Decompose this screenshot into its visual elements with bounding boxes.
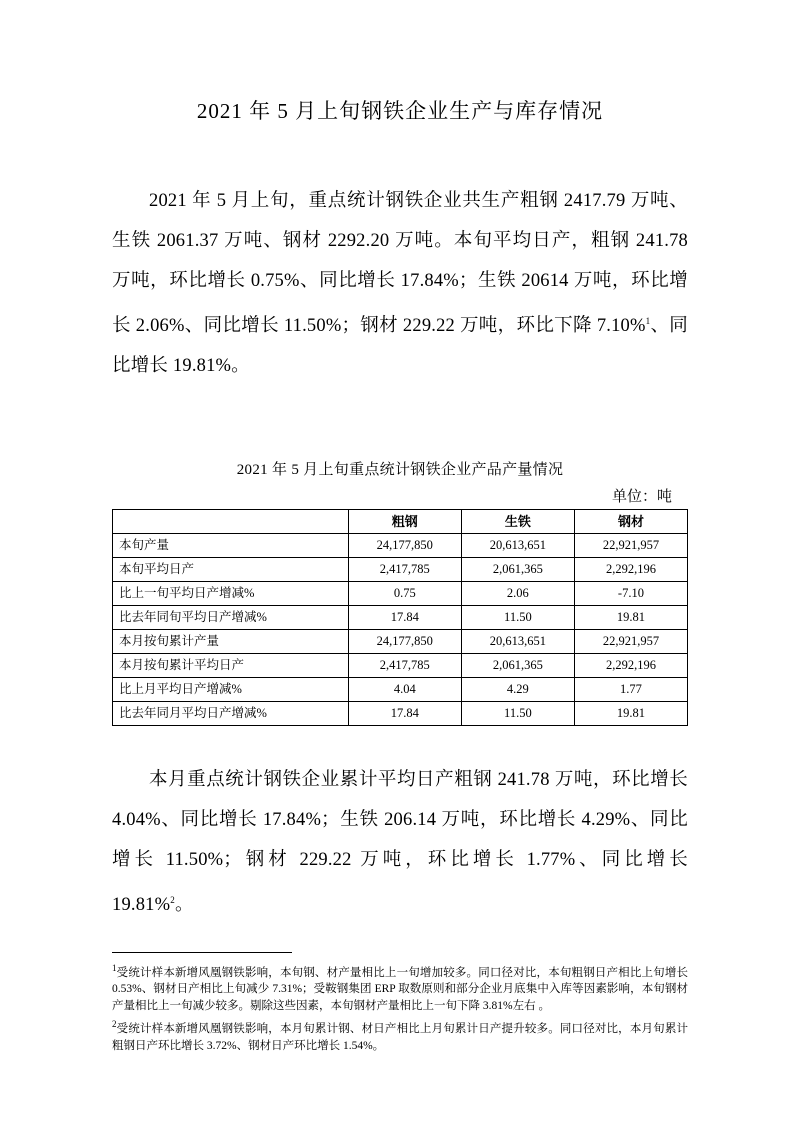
cell-value: 0.75 <box>348 582 461 606</box>
cell-value: 22,921,957 <box>574 630 687 654</box>
cell-value: 19.81 <box>574 702 687 726</box>
cell-value: 24,177,850 <box>348 534 461 558</box>
cell-value: 19.81 <box>574 606 687 630</box>
footnote-ref-2: 2 <box>170 895 175 906</box>
cell-value: 2,061,365 <box>461 654 574 678</box>
cell-value: 2,292,196 <box>574 654 687 678</box>
table-row <box>113 678 688 702</box>
cell-value: 24,177,850 <box>348 630 461 654</box>
cell-value: 2,292,196 <box>574 558 687 582</box>
table-col-crude-steel: 粗钢 <box>348 510 461 534</box>
cell-value: 11.50 <box>461 702 574 726</box>
cell-value: 22,921,957 <box>574 534 687 558</box>
cell-value: 11.50 <box>461 606 574 630</box>
table-row <box>113 654 688 678</box>
footnote-2-text: 受统计样本新增风凰钢铁影响，本月旬累计钢、材日产相比上月旬累计日产提升较多。同口径对比，本月旬累计粗钢日产环比增长 3.72%、钢材日产环比增长 1.54%。 <box>112 1023 688 1052</box>
table-header-row <box>113 510 688 534</box>
table-col-steel-products: 钢材 <box>574 510 687 534</box>
table-caption: 2021 年 5 月上旬重点统计钢铁企业产品产量情况 <box>236 462 564 479</box>
row-label: 比去年同月平均日产增减% <box>113 702 349 726</box>
paragraph-production-summary <box>112 181 688 386</box>
cell-value: 20,613,651 <box>461 630 574 654</box>
production-table <box>112 509 688 726</box>
document-content <box>112 0 688 944</box>
table-row <box>113 558 688 582</box>
table-row <box>113 630 688 654</box>
footnotes-section <box>112 960 688 1056</box>
cell-value: 2,061,365 <box>461 558 574 582</box>
paragraph-monthly-summary <box>112 760 688 925</box>
table-row <box>113 702 688 726</box>
cell-value: 2,417,785 <box>348 654 461 678</box>
cell-value: 2.06 <box>461 582 574 606</box>
table-unit-label: 单位：吨 <box>611 489 672 506</box>
table-head <box>113 510 688 534</box>
cell-value: 2,417,785 <box>348 558 461 582</box>
paragraph-2-text: 本月重点统计钢铁企业累计平均日产粗钢 241.78 万吨，环比增长 4.04%、同比增长 17.84%；生铁 206.14 万吨，环比增长 4.29%、同比增长 11.50%；钢材 229.22 万吨，环比增长 1.77%、同比增长 19.81% <box>112 770 688 916</box>
row-label: 本月按旬累计平均日产 <box>113 654 349 678</box>
row-label: 本月按旬累计产量 <box>113 630 349 654</box>
row-label: 本旬产量 <box>113 534 349 558</box>
footnote-1 <box>112 960 688 1014</box>
cell-value: 20,613,651 <box>461 534 574 558</box>
cell-value: 4.29 <box>461 678 574 702</box>
table-body <box>113 534 688 726</box>
paragraph-1-tail: 、同比增长 19.81%。 <box>112 316 688 377</box>
row-label: 比去年同旬平均日产增减% <box>113 606 349 630</box>
footnote-2-mark: 2 <box>112 1019 117 1030</box>
cell-value: 17.84 <box>348 606 461 630</box>
footnote-2 <box>112 1016 688 1054</box>
row-label: 比上一旬平均日产增减% <box>113 582 349 606</box>
table-row <box>113 534 688 558</box>
cell-value: -7.10 <box>574 582 687 606</box>
footnote-1-text: 受统计样本新增风凰钢铁影响，本旬钢、材产量相比上一旬增加较多。同口径对比，本旬粗钢日产相比上旬增长 0.53%、钢材日产相比上旬减少 7.31%；受鞍钢集团 ERP 取数原则和部分企业月底集中入库等因素影响，本旬钢材产量相比上一旬减少较多。剔除这些因素，本旬钢材产量相比上一旬下降 3.81%左右 。 <box>112 966 688 1012</box>
cell-value: 17.84 <box>348 702 461 726</box>
table-col-pig-iron: 生铁 <box>461 510 574 534</box>
footnote-1-mark: 1 <box>112 963 117 973</box>
footnote-ref-1: 1 <box>645 316 651 326</box>
paragraph-2-tail: 。 <box>174 895 194 916</box>
row-label: 本旬平均日产 <box>113 558 349 582</box>
cell-value: 1.77 <box>574 678 687 702</box>
footnote-separator <box>112 952 292 953</box>
row-label: 比上月平均日产增减% <box>113 678 349 702</box>
table-row <box>113 582 688 606</box>
page-title: 2021 年 5 月上旬钢铁企业生产与库存情况 <box>196 99 604 123</box>
table-row <box>113 606 688 630</box>
cell-value: 4.04 <box>348 678 461 702</box>
paragraph-1-text: 2021 年 5 月上旬，重点统计钢铁企业共生产粗钢 2417.79 万吨、生铁 2061.37 万吨、钢材 2292.20 万吨。本旬平均日产，粗钢 241.78 万吨，环比增长 0.75%、同比增长 17.84%；生铁 20614 万吨，环比增长 2.06%、同比增长 11.50%；钢材 229.22 万吨，环比下降 7.10% <box>112 191 688 337</box>
table-corner-cell <box>113 510 349 534</box>
